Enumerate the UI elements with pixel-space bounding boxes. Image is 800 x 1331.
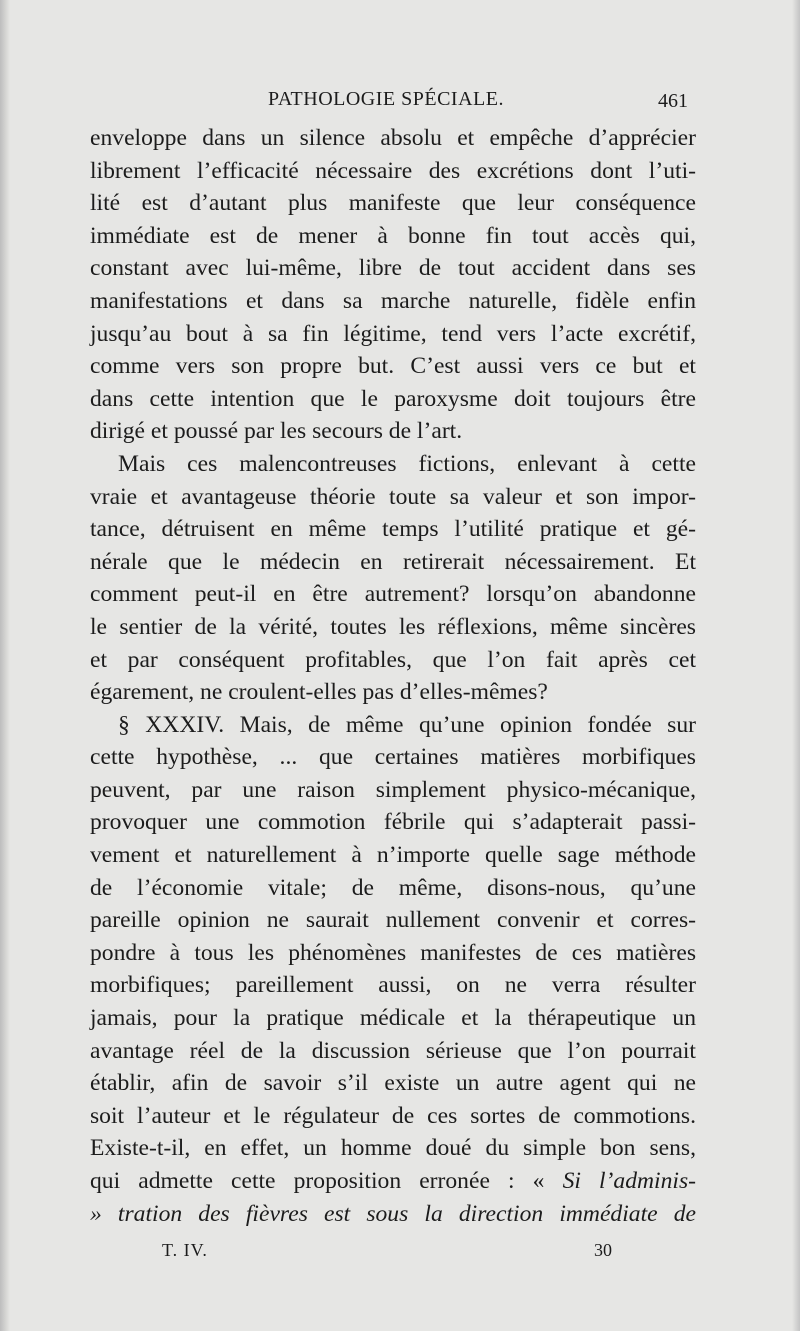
page-number: 461 [658, 90, 688, 112]
text-line: vement et naturellement à n’importe quelle sage méthode [90, 842, 696, 869]
sheet-number: 30 [594, 1240, 612, 1260]
text-line: dans cette intention que le paroxysme doit toujours être [90, 385, 696, 412]
text-line: manifestations et dans sa marche naturelle, fidèle enfin [90, 287, 696, 314]
text-line: Existe-t-il, en effet, un homme doué du simple bon sens, [90, 1135, 696, 1162]
page-footer [162, 1240, 612, 1266]
paragraph-end-line: dirigé et poussé par les secours de l’art. [90, 418, 463, 445]
text-line: comme vers son propre but. C’est aussi vers ce but et [90, 353, 696, 380]
volume-signature: T. IV. [162, 1240, 208, 1260]
text-line: qui admette cette proposition erronée : « Si l’adminis- [90, 1168, 696, 1194]
paragraph-start-line: Mais ces malencontreuses fictions, enlevant à cette [118, 450, 696, 477]
text-line: peuvent, par une raison simplement physico-mécanique, [90, 776, 696, 803]
body-text [90, 122, 696, 1230]
text-line: établir, afin de savoir s’il existe un autre agent qui ne [90, 1070, 696, 1097]
page-edge-shadow-right [792, 0, 800, 1331]
text-line: pareille opinion ne saurait nullement convenir et corres- [90, 907, 696, 934]
text-line: lité est d’autant plus manifeste que leur conséquence [90, 190, 696, 217]
text-line: comment peut-il en être autrement? lorsqu’on abandonne [90, 581, 696, 608]
text-line: et par conséquent profitables, que l’on fait après cet [90, 646, 696, 673]
page-edge-shadow-left [0, 0, 10, 1331]
paragraph-end-line: égarement, ne croulent-elles pas d’elles-mêmes? [90, 679, 548, 706]
text-line: vraie et avantageuse théorie toute sa valeur et son impor- [90, 483, 696, 510]
running-head [90, 88, 688, 118]
text-line: jusqu’au bout à sa fin légitime, tend vers l’acte excrétif, [90, 320, 696, 347]
running-title: PATHOLOGIE SPÉCIALE. [268, 88, 504, 110]
quotation-line: » tration des fièvres est sous la direction immédiate de [90, 1200, 696, 1227]
section-heading-line: § XXXIV. Mais, de même qu’une opinion fondée sur [118, 711, 696, 738]
text-line: constant avec lui-même, libre de tout accident dans ses [90, 255, 696, 282]
text-line: provoquer une commotion fébrile qui s’adapterait passi- [90, 809, 696, 836]
text-line: librement l’efficacité nécessaire des excrétions dont l’uti- [90, 157, 696, 184]
text-line: immédiate est de mener à bonne fin tout accès qui, [90, 222, 696, 249]
text-line: enveloppe dans un silence absolu et empêche d’apprécier [90, 125, 696, 151]
text-line: le sentier de la vérité, toutes les réflexions, même sincères [90, 613, 696, 640]
text-line: pondre à tous les phénomènes manifestes de ces matières [90, 939, 696, 966]
text-line: morbifiques; pareillement aussi, on ne verra résulter [90, 972, 696, 999]
text-line: avantage réel de la discussion sérieuse que l’on pourrait [90, 1037, 696, 1064]
text-line: de l’économie vitale; de même, disons-nous, qu’une [90, 874, 696, 901]
text-line: tance, détruisent en même temps l’utilité pratique et gé- [90, 516, 696, 543]
text-line: soit l’auteur et le régulateur de ces sortes de commotions. [90, 1102, 696, 1129]
quotation-start: Si l’adminis- [562, 1168, 696, 1194]
text-line: cette hypothèse, ... que certaines matières morbifiques [90, 744, 696, 771]
text-line: nérale que le médecin en retirerait nécessairement. Et [90, 548, 696, 575]
text-line: jamais, pour la pratique médicale et la thérapeutique un [90, 1005, 696, 1032]
